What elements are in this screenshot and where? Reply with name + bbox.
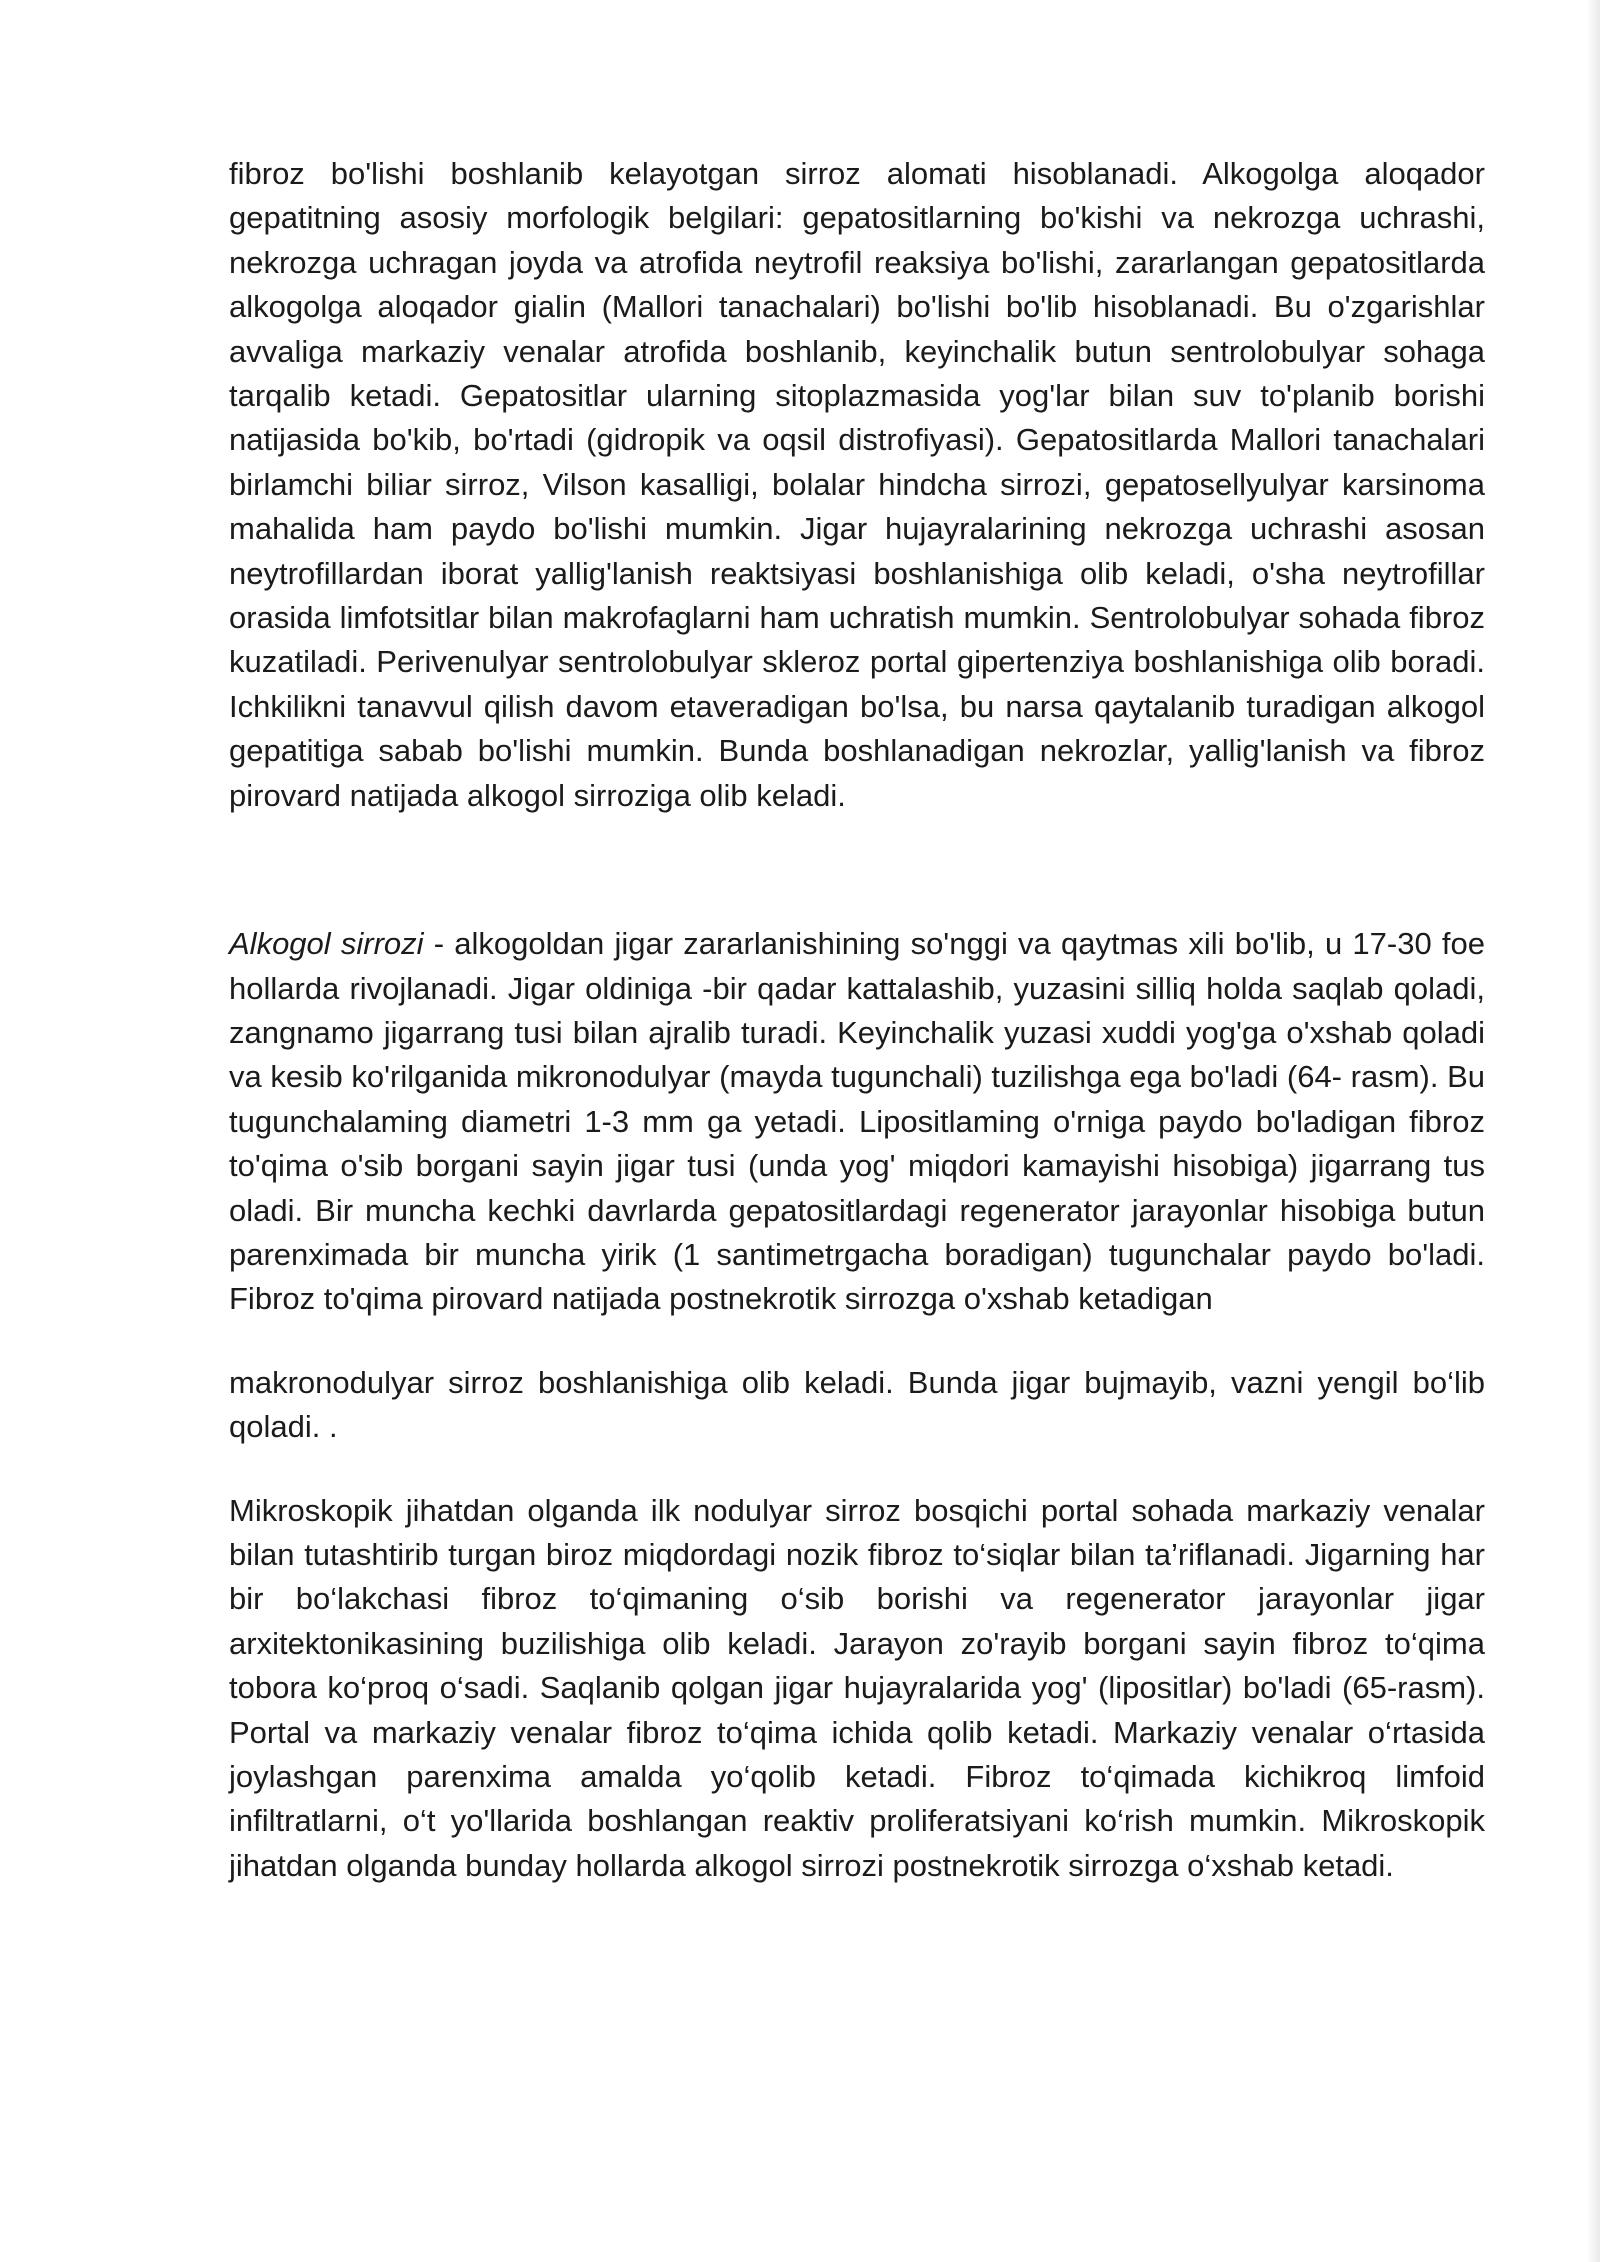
paragraph-alcoholic-cirrhosis-text: - alkogoldan jigar zararlanishining so'nggi va qaytmas xili bo'lib, u 17-30 foe hollarda rivojlanadi. Jigar oldiniga -bir qadar kattalashib, yuzasini silliq holda saqlab qoladi, zangnamo jigarrang tusi bilan ajralib turadi. Keyinchalik yuzasi xuddi yog'ga o'xshab qoladi va kesib ko'rilganida mikronodulyar (mayda tugunchali) tuzilishga ega bo'ladi (64- rasm). Bu tugunchalaming diametri 1-3 mm ga yetadi. Lipositlaming o'rniga paydo bo'ladigan fibroz to'qima o'sib borgani sayin jigar tusi (unda yog' miqdori kamayishi hisobiga) jigarrang tus oladi. Bir muncha kechki davrlarda gepatositlardagi regenerator jarayonlar hisobiga butun parenximada bir muncha yirik (1 santimetrgacha boradigan) tugunchalar paydo bo'ladi. Fibroz to'qima pirovard natijada postnekrotik sirrozga o'xshab ketadigan [229, 926, 1485, 1317]
page-edge-shadow [1586, 0, 1600, 2262]
paragraph-alcoholic-hepatitis: fibroz bo'lishi boshlanib kelayotgan sirroz alomati hisoblanadi. Alkogolga aloqador gepatitning asosiy morfologik belgilari: gepatositlarning bo'kishi va nekrozga uchrashi, nekrozga uchragan joyda va atrofida neytrofil reaksiya bo'lishi, zararlangan gepatositlarda alkogolga aloqador gialin (Mallori tanachalari) bo'lishi bo'lib hisoblanadi. Bu o'zgarishlar avvaliga markaziy venalar atrofida boshlanib, keyinchalik butun sentrolobulyar sohaga tarqalib ketadi. Gepatositlar ularning sitoplazmasida yog'lar bilan suv to'planib borishi natijasida bo'kib, bo'rtadi (gidropik va oqsil distrofiyasi). Gepatositlarda Mallori tanachalari birlamchi biliar sirroz, Vilson kasalligi, bolalar hindcha sirrozi, gepatosellyulyar karsinoma mahalida ham paydo bo'lishi mumkin. Jigar hujayralarining nekrozga uchrashi asosan neytrofillardan iborat yallig'lanish reaktsiyasi boshlanishiga olib keladi, o'sha neytrofillar orasida limfotsitlar bilan makrofaglarni ham uchratish mumkin. Sentrolobulyar sohada fibroz kuzatiladi. Perivenulyar sentrolobulyar skleroz portal gipertenziya boshlanishiga olib boradi. Ichkilikni tanavvul qilish davom etaveradigan bo'lsa, bu narsa qaytalanib turadigan alkogol gepatitiga sabab bo'lishi mumkin. Bunda boshlanadigan nekrozlar, yallig'lanish va fibroz pirovard natijada alkogol sirroziga olib keladi. [229, 156, 1485, 813]
paragraph-macronodular-cirrhosis: makronodulyar sirroz boshlanishiga olib keladi. Bunda jigar bujmayib, vazni yengil bo‘lib qoladi. . [229, 1364, 1485, 1445]
paragraph-microscopic-findings: Mikroskopik jihatdan olganda ilk nodulyar sirroz bosqichi portal sohada markaziy venalar bilan tutashtirib turgan biroz miqdordagi nozik fibroz to‘siqlar bilan ta’riflanadi. Jigarning har bir bo‘lakchasi fibroz to‘qimaning o‘sib borishi va regenerator jarayonlar jigar arxitektonikasining buzilishiga olib keladi. Jarayon zo'rayib borgani sayin fibroz to‘qima tobora ko‘proq o‘sadi. Saqlanib qolgan jigar hujayralarida yog' (lipositlar) bo'ladi (65-rasm). Portal va markaziy venalar fibroz to‘qima ichida qolib ketadi. Markaziy venalar o‘rtasida joylashgan parenxima amalda yo‘qolib ketadi. Fibroz to‘qimada kichikroq limfoid infiltratlarni, o‘t yo'llarida boshlangan reaktiv proliferatsiyani ko‘rish mumkin. Mikroskopik jihatdan olganda bunday hollarda alkogol sirrozi postnekrotik sirrozga o‘xshab ketadi. [229, 1492, 1485, 1883]
page-body [229, 152, 1485, 1888]
term-alkogol-sirrozi: Alkogol sirrozi [229, 926, 424, 962]
paragraph-alcoholic-cirrhosis [229, 922, 1485, 1322]
